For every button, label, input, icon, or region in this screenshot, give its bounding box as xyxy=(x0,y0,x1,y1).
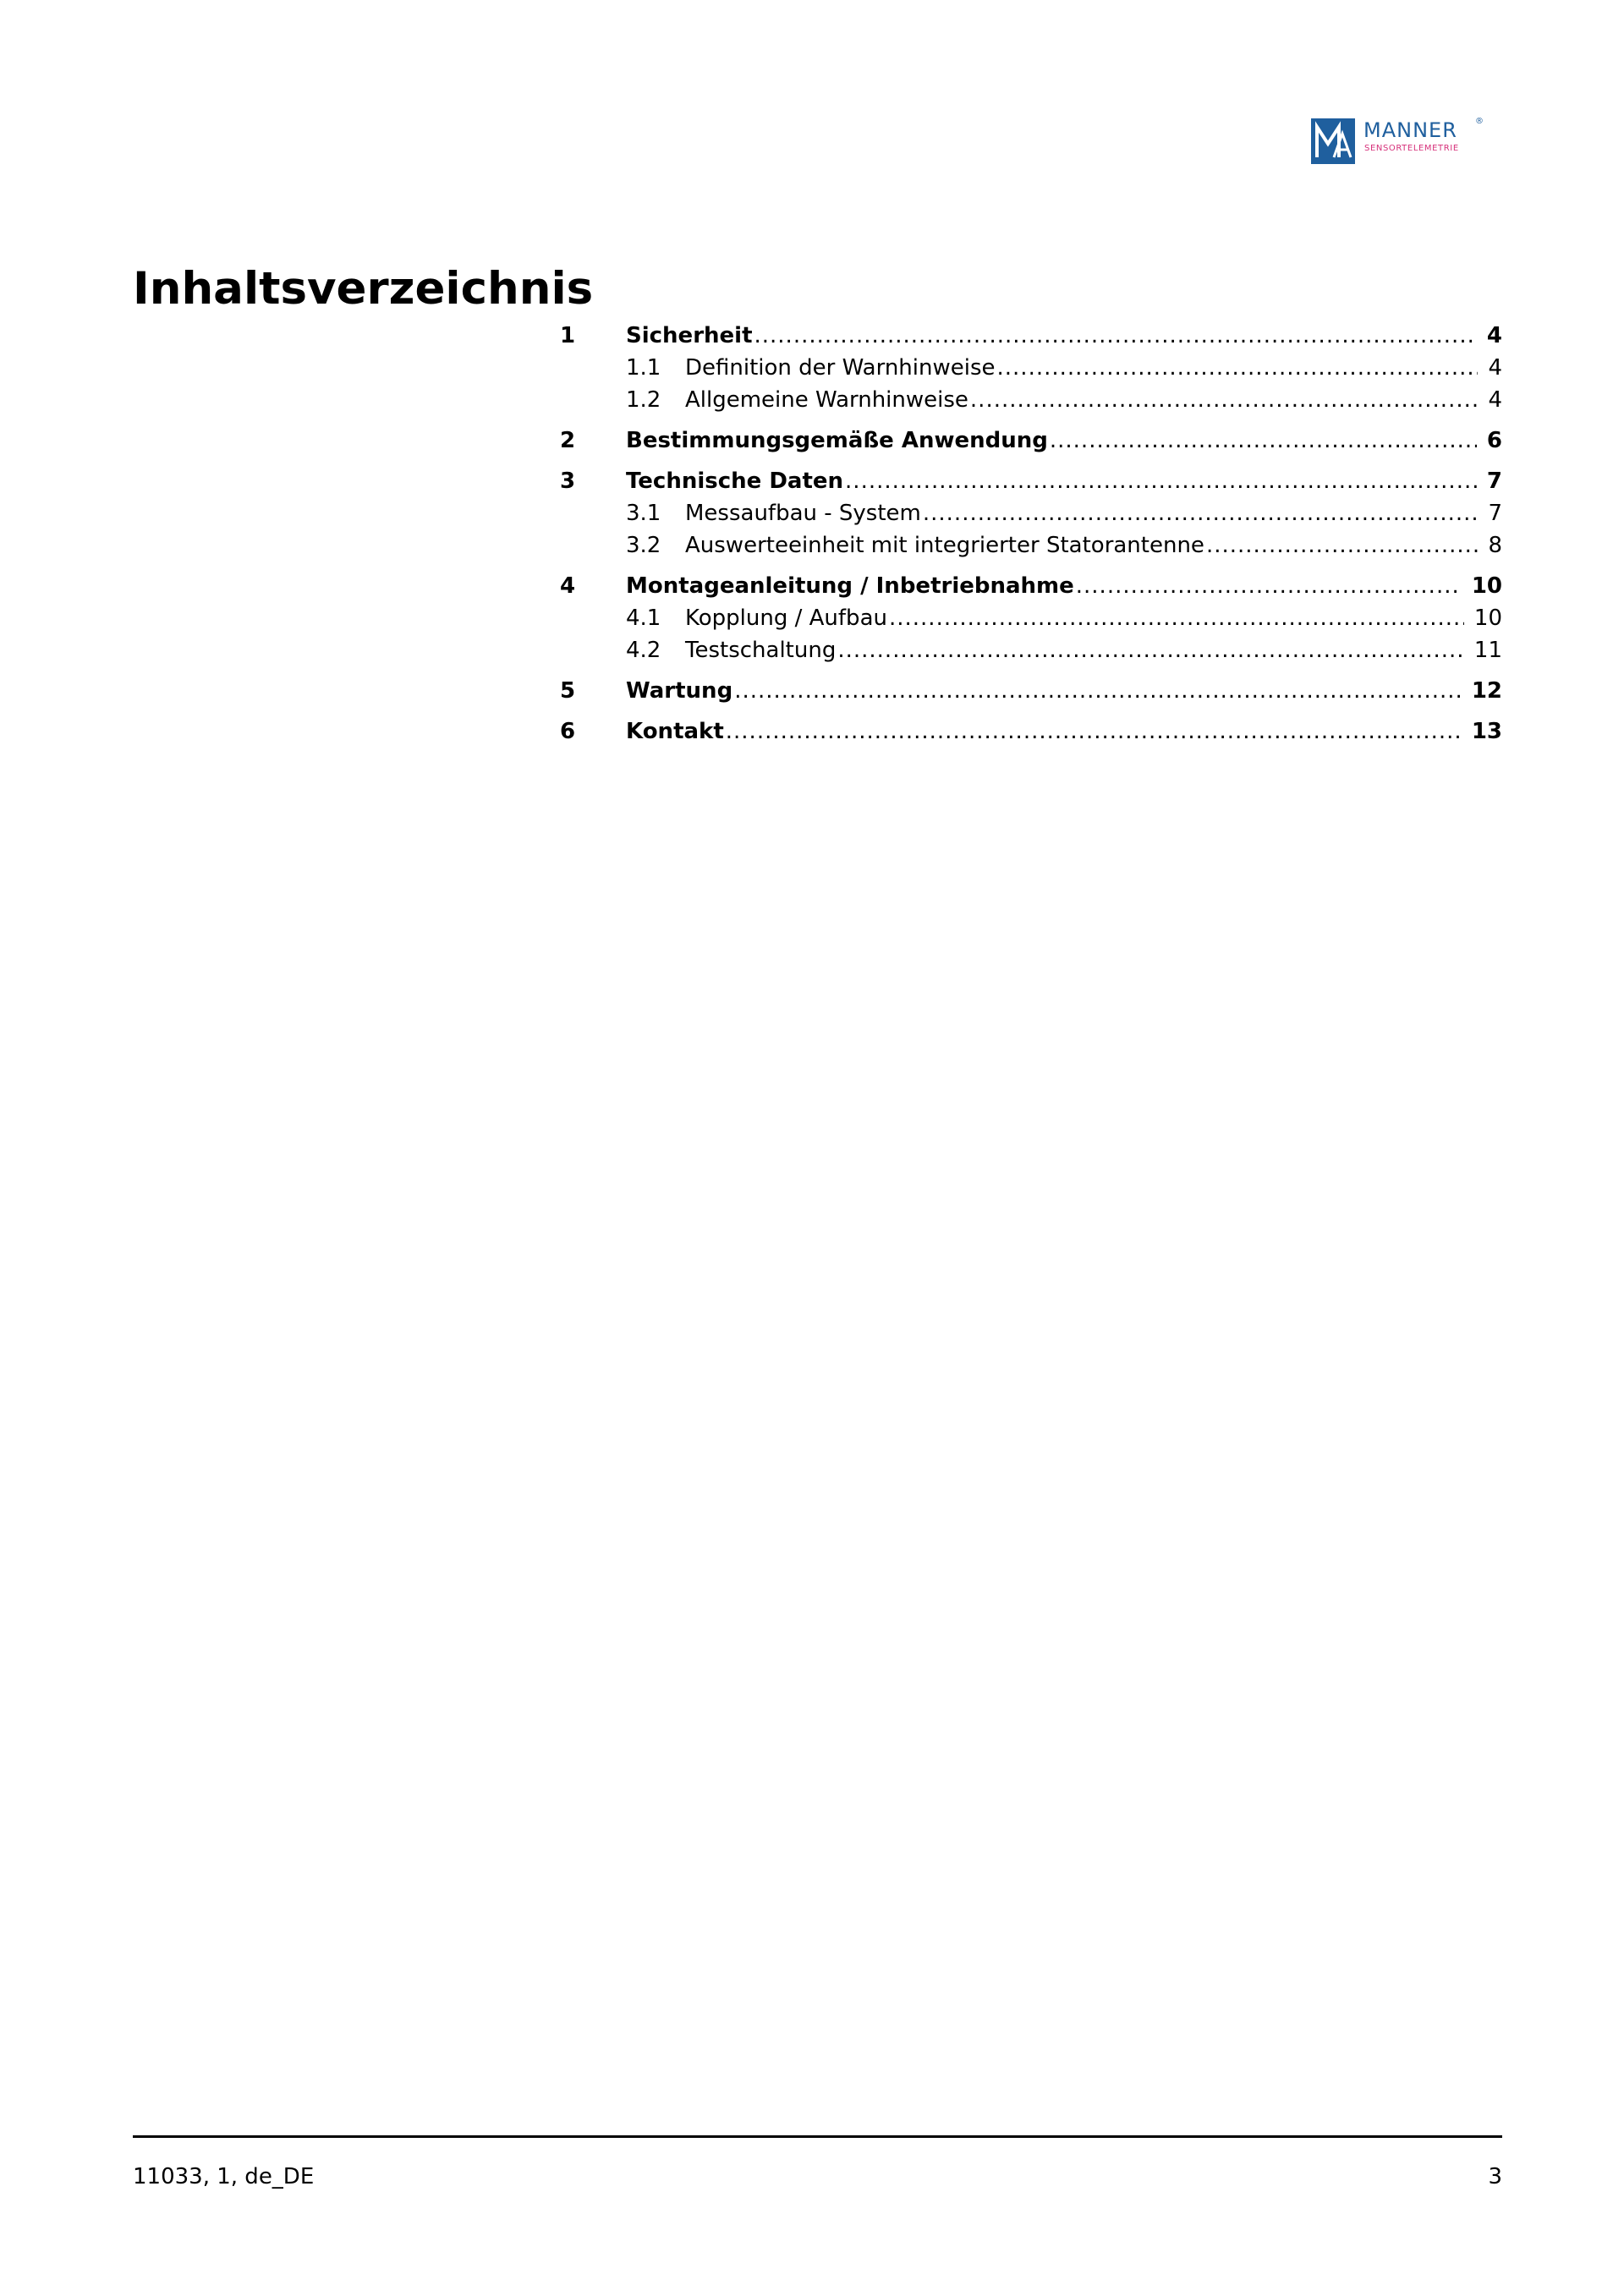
toc-entry-number: 3 xyxy=(560,469,576,494)
toc-entry-number: 1.2 xyxy=(626,387,661,413)
toc-entry-number: 6 xyxy=(560,719,576,744)
toc-entry-title: Technische Daten xyxy=(626,469,844,494)
footer-document-id: 11033, 1, de_DE xyxy=(133,2164,315,2189)
toc-entry-title: Montageanleitung / Inbetriebnahme xyxy=(626,573,1074,599)
toc-entry[interactable] xyxy=(560,320,1502,352)
toc-entry-page: 4 xyxy=(1488,355,1502,381)
logo-wordmark: MANNER xyxy=(1363,118,1457,142)
toc-entry-page: 4 xyxy=(1486,323,1502,348)
manner-logo-icon xyxy=(1311,118,1355,164)
toc-entry-page: 7 xyxy=(1488,501,1502,526)
toc-dot-leader xyxy=(889,602,1464,634)
toc-entry-number: 4.2 xyxy=(626,638,661,663)
footer-divider xyxy=(133,2135,1502,2138)
table-of-contents xyxy=(560,320,1502,748)
toc-entry-title: Kopplung / Aufbau xyxy=(685,606,887,631)
toc-entry-number: 4 xyxy=(560,573,576,599)
toc-entry-number: 2 xyxy=(560,428,576,453)
logo-registered-mark: ® xyxy=(1475,117,1484,126)
toc-entry-number: 3.1 xyxy=(626,501,661,526)
toc-entry-title: Allgemeine Warnhinweise xyxy=(685,387,968,413)
toc-entry-page: 7 xyxy=(1486,469,1502,494)
toc-entry-page: 8 xyxy=(1488,533,1502,558)
toc-dot-leader xyxy=(1206,529,1479,562)
footer-page-number: 3 xyxy=(1488,2164,1502,2189)
toc-entry-page: 13 xyxy=(1471,719,1502,744)
toc-dot-leader xyxy=(923,497,1479,529)
toc-entry-page: 10 xyxy=(1471,573,1502,599)
toc-dot-leader xyxy=(837,634,1464,666)
toc-dot-leader xyxy=(734,675,1462,707)
toc-entry[interactable] xyxy=(560,497,1502,529)
toc-entry-page: 6 xyxy=(1486,428,1502,453)
toc-entry-title: Definition der Warnhinweise xyxy=(685,355,996,381)
toc-entry-page: 11 xyxy=(1473,638,1502,663)
toc-dot-leader xyxy=(1050,425,1477,457)
toc-entry-title: Wartung xyxy=(626,678,733,704)
toc-entry[interactable] xyxy=(560,675,1502,707)
toc-entry-title: Bestimmungsgemäße Anwendung xyxy=(626,428,1048,453)
toc-entry-title: Messaufbau - System xyxy=(685,501,921,526)
toc-dot-leader xyxy=(1076,570,1462,602)
toc-entry-title: Sicherheit xyxy=(626,323,753,348)
toc-entry[interactable] xyxy=(560,570,1502,602)
toc-entry-title: Auswerteeinheit mit integrierter Statorantenne xyxy=(685,533,1204,558)
toc-entry[interactable] xyxy=(560,602,1502,634)
toc-entry-number: 3.2 xyxy=(626,533,661,558)
toc-entry[interactable] xyxy=(560,384,1502,416)
toc-entry-number: 1.1 xyxy=(626,355,661,381)
toc-entry-number: 1 xyxy=(560,323,576,348)
toc-entry[interactable] xyxy=(560,425,1502,457)
logo-subtitle: SENSORTELEMETRIE xyxy=(1364,144,1459,153)
toc-entry-page: 12 xyxy=(1471,678,1502,704)
toc-dot-leader xyxy=(726,715,1462,748)
toc-entry-page: 4 xyxy=(1488,387,1502,413)
toc-entry-page: 10 xyxy=(1473,606,1502,631)
page-title: Inhaltsverzeichnis xyxy=(133,263,594,315)
manner-logo xyxy=(1311,118,1489,164)
toc-entry[interactable] xyxy=(560,715,1502,748)
toc-entry-title: Testschaltung xyxy=(685,638,837,663)
toc-entry-number: 4.1 xyxy=(626,606,661,631)
toc-entry-number: 5 xyxy=(560,678,576,704)
toc-entry[interactable] xyxy=(560,634,1502,666)
toc-entry[interactable] xyxy=(560,352,1502,384)
toc-entry-title: Kontakt xyxy=(626,719,724,744)
toc-dot-leader xyxy=(997,352,1479,384)
toc-dot-leader xyxy=(970,384,1479,416)
toc-entry[interactable] xyxy=(560,529,1502,562)
toc-dot-leader xyxy=(754,320,1477,352)
toc-entry[interactable] xyxy=(560,465,1502,497)
toc-dot-leader xyxy=(845,465,1477,497)
